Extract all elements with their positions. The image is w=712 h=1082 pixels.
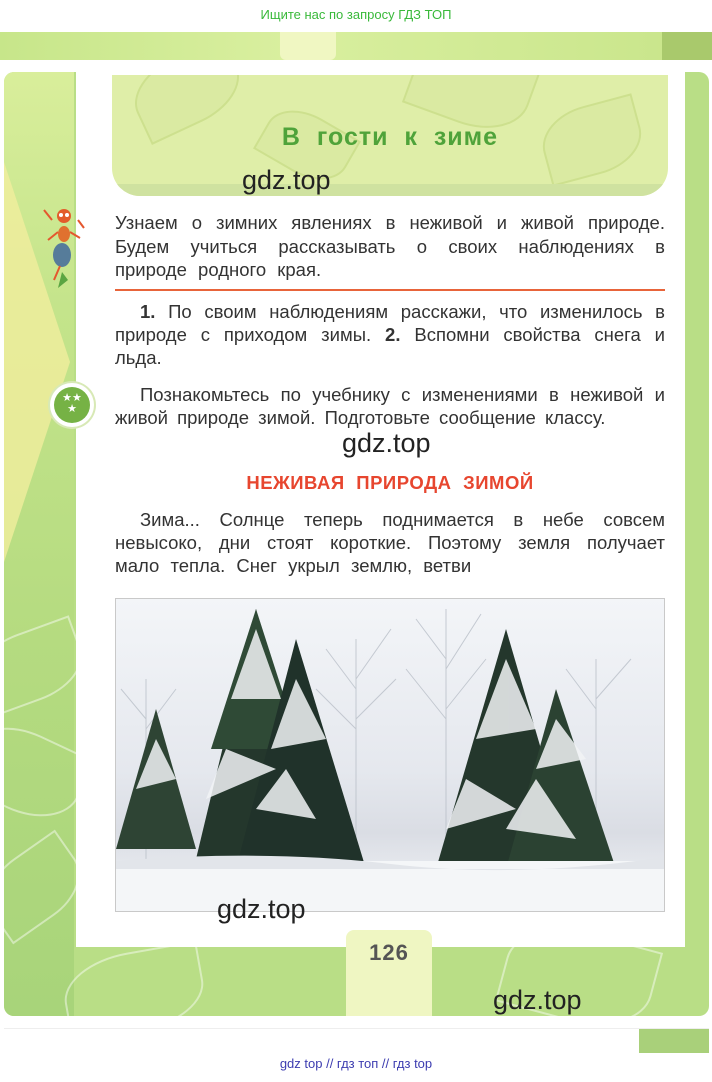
prev-page-tab bbox=[280, 32, 336, 60]
leaf-decoration bbox=[58, 940, 210, 1016]
task-text-1: По своим наблюдениям расскажи, что изменилось в природе с приходом зимы. bbox=[115, 301, 665, 345]
watermark: gdz.top bbox=[493, 985, 582, 1015]
lesson-intro: Узнаем о зимних явлениях в неживой и живой природе. Будем учиться рассказывать о своих наблюдениях в природе родного края. bbox=[115, 212, 665, 280]
task-number-1: 1. bbox=[140, 301, 156, 322]
top-banner bbox=[0, 0, 712, 32]
group-task: Познакомьтесь по учебнику с изменениями в неживой и живой природе зимой. Подготовьте сообщение классу. bbox=[115, 384, 665, 428]
stars-badge-icon: ★★ ★ bbox=[50, 383, 94, 427]
lesson-header bbox=[112, 75, 668, 196]
top-banner-text: Ищите нас по запросу ГДЗ ТОП bbox=[260, 7, 452, 22]
previous-page-strip bbox=[0, 32, 712, 60]
winter-trees-illustration bbox=[116, 599, 665, 912]
bottom-links[interactable]: gdz top // гдз топ // гдз top bbox=[279, 1056, 433, 1071]
page-number: 126 bbox=[369, 940, 409, 965]
section-heading: НЕЖИВАЯ ПРИРОДА ЗИМОЙ bbox=[246, 472, 534, 493]
task-number-2: 2. bbox=[385, 324, 401, 345]
next-page-strip bbox=[4, 1028, 709, 1054]
lesson-title: В гости к зиме bbox=[281, 123, 499, 151]
watermark: gdz.top bbox=[242, 165, 331, 195]
watermark: gdz.top bbox=[342, 428, 431, 458]
task-questions bbox=[115, 300, 665, 369]
body-text: Зима... Солнце теперь поднимается в небе совсем невысоко, дни стоят короткие. Поэтому земля получает мало тепла. Снег укрыл землю, ветви bbox=[115, 509, 665, 576]
ant-mascot-icon bbox=[40, 200, 90, 290]
winter-forest-photo bbox=[115, 598, 665, 912]
task-text-2: Вспомни свойства снега и льда. bbox=[115, 324, 666, 368]
watermark: gdz.top bbox=[217, 894, 306, 924]
divider bbox=[115, 289, 665, 291]
